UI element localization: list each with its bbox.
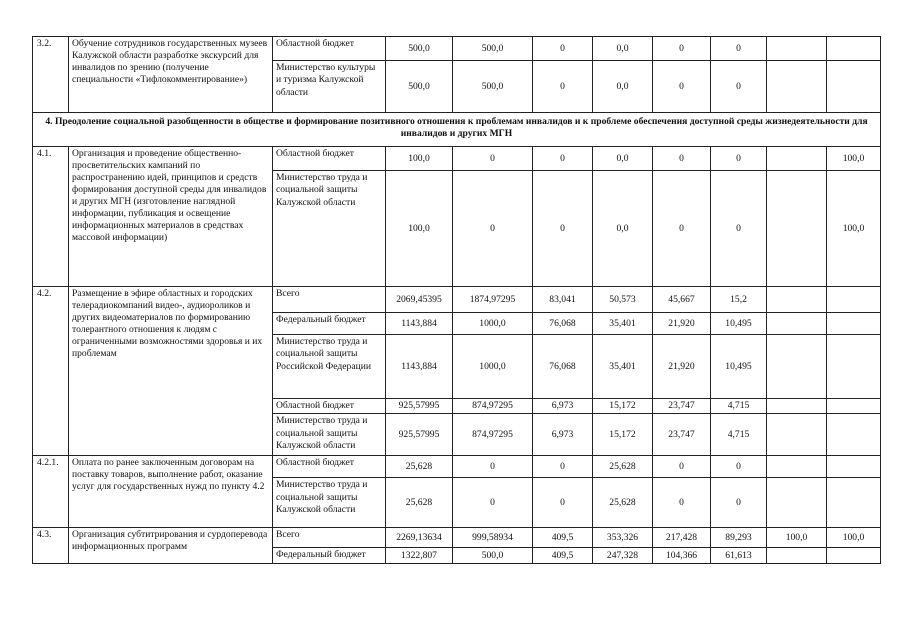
amount-cell: 89,293 [711, 528, 767, 548]
amount-cell: 4,715 [711, 414, 767, 456]
amount-cell [827, 335, 881, 399]
funding-source: Министерство культуры и туризма Калужской области [273, 61, 386, 113]
amount-cell: 100,0 [827, 147, 881, 171]
amount-cell: 0 [453, 147, 533, 171]
amount-cell: 999,58934 [453, 528, 533, 548]
amount-cell: 0 [533, 456, 593, 478]
amount-cell: 23,747 [653, 414, 711, 456]
amount-cell: 353,326 [593, 528, 653, 548]
amount-cell: 50,573 [593, 287, 653, 313]
amount-cell: 1322,807 [386, 548, 453, 563]
item-number: 3.2. [33, 37, 69, 113]
amount-cell: 925,57995 [386, 399, 453, 414]
section-row [33, 113, 881, 147]
amount-cell: 100,0 [827, 528, 881, 548]
amount-cell: 0 [711, 171, 767, 287]
amount-cell: 21,920 [653, 313, 711, 335]
amount-cell: 83,041 [533, 287, 593, 313]
amount-cell [827, 287, 881, 313]
amount-cell: 0 [711, 456, 767, 478]
amount-cell: 0,0 [593, 147, 653, 171]
amount-cell: 1000,0 [453, 335, 533, 399]
amount-cell: 500,0 [453, 548, 533, 563]
amount-cell: 874,97295 [453, 414, 533, 456]
amount-cell: 100,0 [767, 528, 827, 548]
amount-cell [767, 313, 827, 335]
amount-cell: 76,068 [533, 335, 593, 399]
amount-cell [767, 414, 827, 456]
amount-cell [827, 414, 881, 456]
funding-source: Министерство труда и социальной защиты Калужской области [273, 478, 386, 528]
funding-source: Всего [273, 287, 386, 313]
amount-cell [767, 548, 827, 563]
item-description: Размещение в эфире областных и городских телерадиокомпаний видео-, аудиороликов и других видеоматериалов по формированию толерантного отношения к людям с ограниченными возможностями здоровья и их проблемам [69, 287, 273, 456]
amount-cell [767, 478, 827, 528]
amount-cell: 0 [533, 37, 593, 61]
amount-cell: 1874,97295 [453, 287, 533, 313]
amount-cell: 500,0 [453, 37, 533, 61]
amount-cell: 10,495 [711, 335, 767, 399]
amount-cell: 0 [711, 37, 767, 61]
amount-cell: 21,920 [653, 335, 711, 399]
amount-cell: 0 [453, 456, 533, 478]
item-number: 4.2.1. [33, 456, 69, 528]
amount-cell: 0 [653, 61, 711, 113]
table-row [33, 456, 881, 478]
item-description: Оплата по ранее заключенным договорам на поставку товаров, выполнение работ, оказание услуг для государственных нужд по пункту 4.2 [69, 456, 273, 528]
funding-source: Федеральный бюджет [273, 313, 386, 335]
amount-cell: 15,172 [593, 414, 653, 456]
amount-cell: 0 [453, 171, 533, 287]
amount-cell: 23,747 [653, 399, 711, 414]
amount-cell: 874,97295 [453, 399, 533, 414]
amount-cell: 0 [711, 478, 767, 528]
funding-source: Министерство труда и социальной защиты Калужской области [273, 171, 386, 287]
amount-cell: 0 [711, 147, 767, 171]
amount-cell [827, 478, 881, 528]
amount-cell: 61,613 [711, 548, 767, 563]
amount-cell [767, 171, 827, 287]
amount-cell: 15,2 [711, 287, 767, 313]
funding-source: Областной бюджет [273, 147, 386, 171]
table-row [33, 147, 881, 171]
amount-cell: 0 [453, 478, 533, 528]
amount-cell: 2269,13634 [386, 528, 453, 548]
amount-cell [767, 335, 827, 399]
amount-cell: 4,715 [711, 399, 767, 414]
amount-cell: 1000,0 [453, 313, 533, 335]
amount-cell: 500,0 [386, 37, 453, 61]
funding-source: Областной бюджет [273, 456, 386, 478]
amount-cell: 925,57995 [386, 414, 453, 456]
amount-cell: 100,0 [386, 147, 453, 171]
funding-source: Всего [273, 528, 386, 548]
amount-cell: 35,401 [593, 335, 653, 399]
item-description: Организация и проведение общественно-просветительских кампаний по распространению идей, принципов и средств формирования доступной среды для инвалидов и других МГН (изготовление наглядной информации, публикация и освещение информационных материалов в средствах массовой информации) [69, 147, 273, 287]
amount-cell: 2069,45395 [386, 287, 453, 313]
amount-cell [827, 61, 881, 113]
amount-cell: 35,401 [593, 313, 653, 335]
amount-cell: 25,628 [593, 478, 653, 528]
amount-cell: 0,0 [593, 37, 653, 61]
table-row [33, 528, 881, 548]
funding-source: Областной бюджет [273, 37, 386, 61]
amount-cell: 10,495 [711, 313, 767, 335]
amount-cell: 217,428 [653, 528, 711, 548]
funding-source: Министерство труда и социальной защиты Российской Федерации [273, 335, 386, 399]
amount-cell: 0,0 [593, 171, 653, 287]
amount-cell [767, 399, 827, 414]
amount-cell: 0 [653, 456, 711, 478]
amount-cell: 247,328 [593, 548, 653, 563]
amount-cell: 104,366 [653, 548, 711, 563]
amount-cell: 25,628 [386, 456, 453, 478]
amount-cell: 1143,884 [386, 313, 453, 335]
funding-source: Министерство труда и социальной защиты Калужской области [273, 414, 386, 456]
funding-table [32, 36, 881, 564]
amount-cell: 100,0 [386, 171, 453, 287]
item-number: 4.3. [33, 528, 69, 563]
amount-cell: 0 [653, 37, 711, 61]
item-description: Организация субтитрирования и сурдоперевода информационных программ [69, 528, 273, 563]
amount-cell: 0,0 [593, 61, 653, 113]
amount-cell [767, 456, 827, 478]
funding-source: Федеральный бюджет [273, 548, 386, 563]
amount-cell [827, 456, 881, 478]
amount-cell: 0 [533, 147, 593, 171]
amount-cell: 0 [653, 147, 711, 171]
amount-cell [827, 399, 881, 414]
amount-cell [767, 37, 827, 61]
amount-cell: 25,628 [593, 456, 653, 478]
amount-cell [767, 287, 827, 313]
amount-cell: 76,068 [533, 313, 593, 335]
amount-cell: 1143,884 [386, 335, 453, 399]
amount-cell: 500,0 [386, 61, 453, 113]
amount-cell: 25,628 [386, 478, 453, 528]
amount-cell: 0 [653, 171, 711, 287]
amount-cell [767, 61, 827, 113]
table-row [33, 287, 881, 313]
amount-cell: 6,973 [533, 399, 593, 414]
amount-cell: 0 [533, 61, 593, 113]
amount-cell: 100,0 [827, 171, 881, 287]
item-number: 4.1. [33, 147, 69, 287]
amount-cell: 15,172 [593, 399, 653, 414]
funding-source: Областной бюджет [273, 399, 386, 414]
amount-cell: 0 [533, 478, 593, 528]
amount-cell: 6,973 [533, 414, 593, 456]
item-description: Обучение сотрудников государственных музеев Калужской области разработке экскурсий для инвалидов по зрению (получение специальности «Тифлокомментирование») [69, 37, 273, 113]
amount-cell: 45,667 [653, 287, 711, 313]
amount-cell: 0 [711, 61, 767, 113]
item-number: 4.2. [33, 287, 69, 456]
amount-cell: 0 [533, 171, 593, 287]
table-row [33, 37, 881, 61]
amount-cell: 409,5 [533, 528, 593, 548]
amount-cell [767, 147, 827, 171]
amount-cell [827, 313, 881, 335]
amount-cell: 500,0 [453, 61, 533, 113]
amount-cell: 0 [653, 478, 711, 528]
amount-cell [827, 37, 881, 61]
amount-cell: 409,5 [533, 548, 593, 563]
amount-cell [827, 548, 881, 563]
section-heading: 4. Преодоление социальной разобщенности в обществе и формирование позитивного отношения к проблемам инвалидов и к проблеме обеспечения доступной среды жизнедеятельности для инвалидов и других МГН [33, 113, 881, 147]
